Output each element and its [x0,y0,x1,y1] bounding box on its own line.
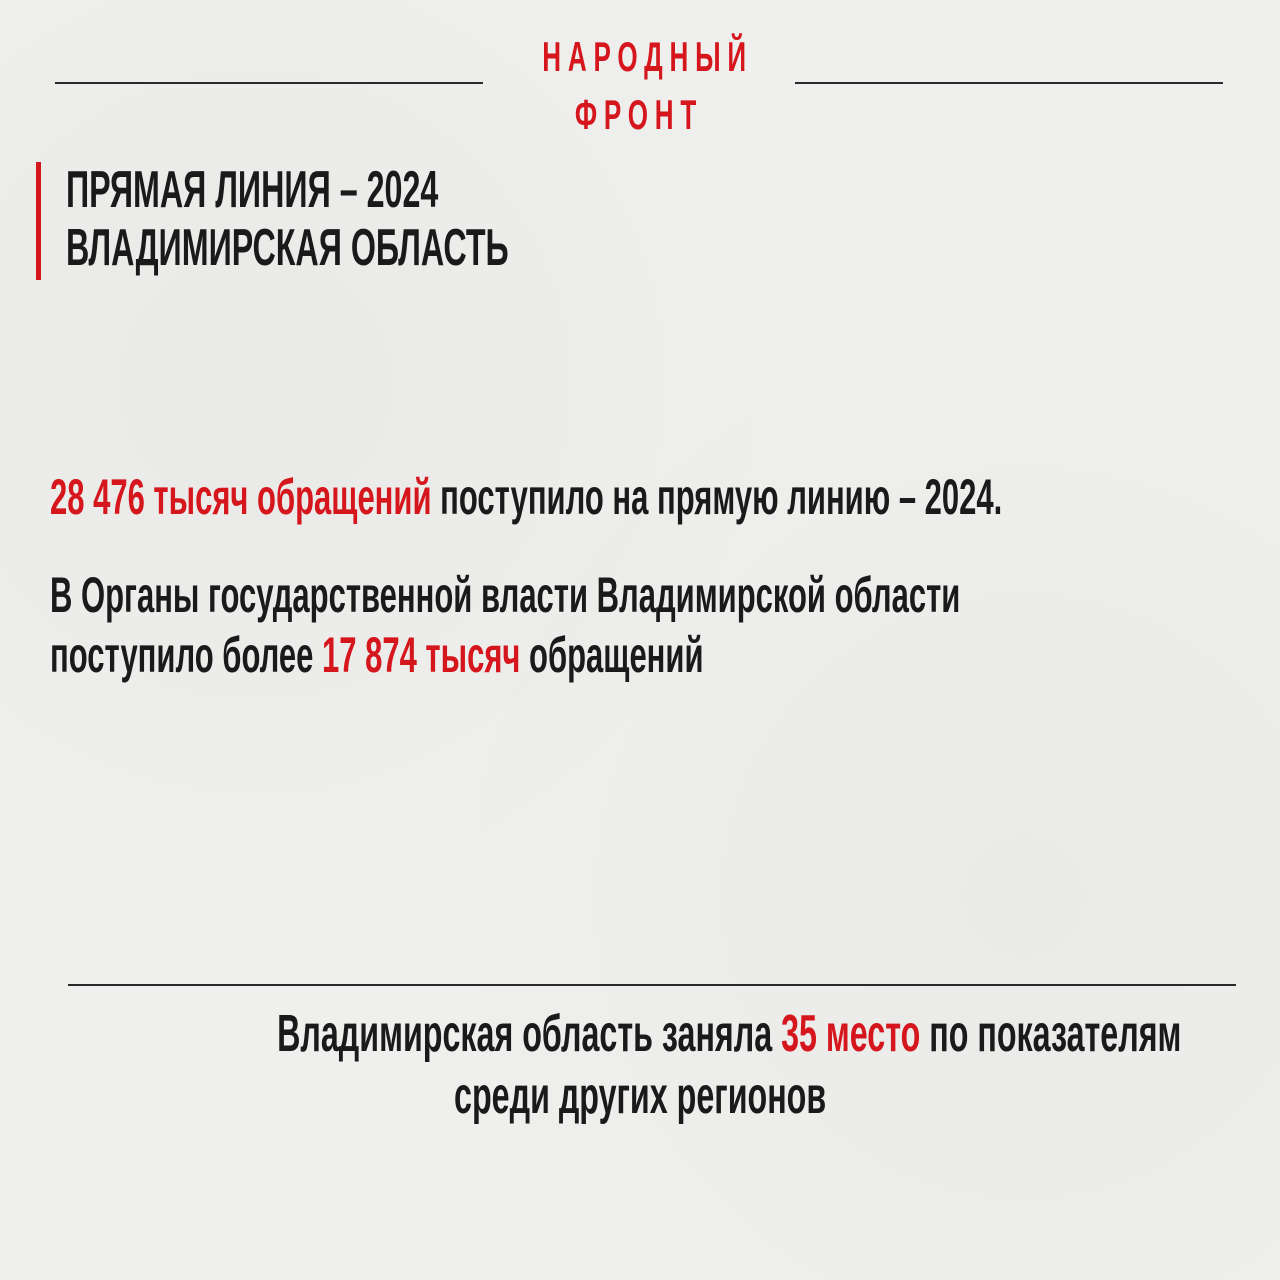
ranking-line-1 [0,1005,1280,1063]
stat-appeals-total-highlight: 28 476 тысяч обращений [50,469,432,525]
stat-region-prefix: поступило более [50,627,322,683]
logo-line-1: НАРОДНЫЙ [542,33,753,80]
ranking-prefix: Владимирская область заняла [277,1005,782,1063]
page-title-line-1: ПРЯМАЯ ЛИНИЯ – 2024 [66,161,439,219]
stat-region-highlight: 17 874 тысяч [321,627,521,683]
logo-line-2: ФРОНТ [574,91,704,138]
section-divider [68,984,1236,986]
logo-narodny-front [483,33,795,138]
ranking-line-2-text: среди других регионов [453,1067,827,1125]
stat-appeals-total-text: поступило на прямую линию – 2024. [431,469,1003,525]
stat-region-line-1: В Органы государственной власти Владимирской области [50,567,961,623]
ranking-suffix: по показателям [920,1005,1182,1063]
stat-region-suffix: обращений [520,627,704,683]
page-title-line-2: ВЛАДИМИРСКАЯ ОБЛАСТЬ [66,219,509,277]
stat-region-line-2 [50,627,704,683]
title-accent-bar [36,162,41,280]
header-rule-left [55,82,483,84]
header-rule-right [795,82,1223,84]
stat-appeals-total [50,469,1003,525]
ranking-line-2 [0,1067,1280,1125]
ranking-highlight: 35 место [781,1005,921,1063]
